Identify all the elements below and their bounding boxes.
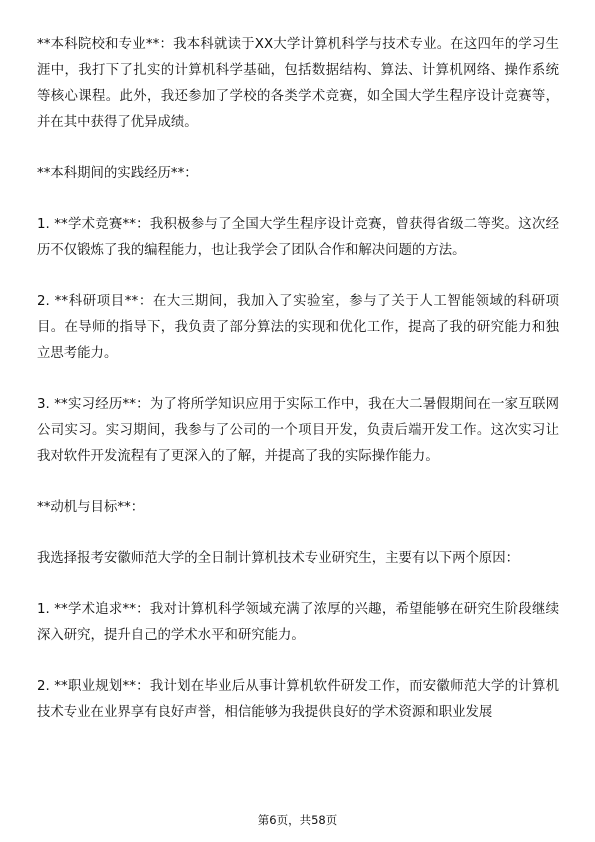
paragraph-internship: 3. **实习经历**：为了将所学知识应用于实际工作中，我在大二暑假期间在一家互联网公司实习。实习期间，我参与了公司的一个项目开发，负责后端开发工作。这次实习让我对软件开发流程有了更深入的了解，并提高了我的实际操作能力。 <box>37 397 559 464</box>
page-number: 第6页，共58页 <box>257 813 338 827</box>
paragraph-career-plan: 2. **职业规划**：我计划在毕业后从事计算机软件研发工作，而安徽师范大学的计算机技术专业在业界享有良好声誉，相信能够为我提供良好的学术资源和职业发展 <box>37 679 559 720</box>
document-body <box>37 32 559 726</box>
paragraph-undergrad-school: **本科院校和专业**：我本科就读于XX大学计算机科学与技术专业。在这四年的学习生涯中，我打下了扎实的计算机科学基础，包括数据结构、算法、计算机网络、操作系统等核心课程。此外，我还参加了学校的各类学术竞赛，如全国大学生程序设计竞赛等，并在其中获得了优异成绩。 <box>37 37 559 130</box>
heading-practice-experience: **本科期间的实践经历**： <box>37 166 198 181</box>
heading-motivation-goals: **动机与目标**： <box>37 500 145 515</box>
paragraph-academic-pursuit: 1. **学术追求**：我对计算机科学领域充满了浓厚的兴趣，希望能够在研究生阶段继续深入研究，提升自己的学术水平和研究能力。 <box>37 602 559 643</box>
paragraph-application-reasons: 我选择报考安徽师范大学的全日制计算机技术专业研究生，主要有以下两个原因： <box>37 551 520 566</box>
paragraph-academic-competition: 1. **学术竞赛**：我积极参与了全国大学生程序设计竞赛，曾获得省级二等奖。这次经历不仅锻炼了我的编程能力，也让我学会了团队合作和解决问题的方法。 <box>37 217 559 258</box>
paragraph-research-project: 2. **科研项目**：在大三期间，我加入了实验室，参与了关于人工智能领域的科研项目。在导师的指导下，我负责了部分算法的实现和优化工作，提高了我的研究能力和独立思考能力。 <box>37 294 559 361</box>
